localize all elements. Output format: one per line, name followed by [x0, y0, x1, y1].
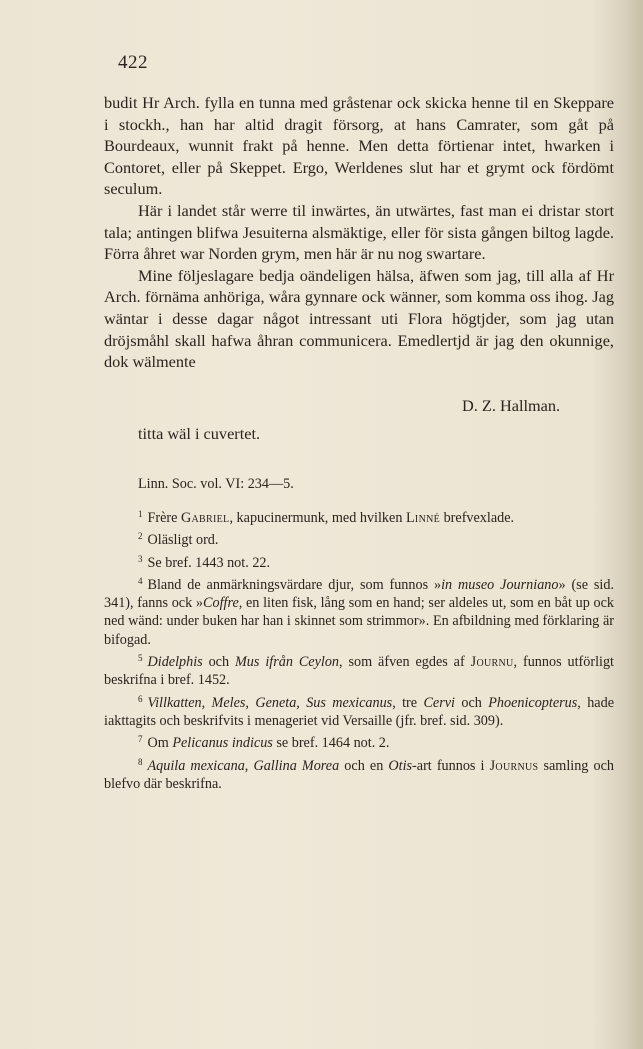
footnotes — [104, 505, 614, 793]
footnote: $^5$ Didelphis och Mus ifrån Ceylon, som äfven egdes af Journu, funnos utförligt beskrifna i bref. 1452. — [104, 653, 615, 689]
footnote-number: 8 — [138, 756, 143, 767]
letter-paragraph: budit Hr Arch. fylla en tunna med gråstenar ock skicka henne til en Skeppare i stockh., han har altid dragit försorg, at hans Camrater, som gåt på Bourdeaux, wunnit frakt på henne. Men detta förtienar intet, hwarken i Contoret, eller på Skeppet. Ergo, Werldenes slut har et grymt ock fördömt seculum. — [104, 93, 614, 199]
footnote: $^2$ Oläsligt ord. — [138, 531, 219, 549]
footnote-number: 1 — [138, 509, 143, 519]
letter-body — [104, 92, 614, 373]
footnote: $^8$ Aquila mexicana, Gallina Morea och en Otis-art funnos i Journus samling och blefvo där beskrifna. — [104, 756, 614, 792]
page-number: 422 — [118, 52, 148, 73]
footnote-number: 5 — [138, 653, 143, 664]
letter-paragraph: Mine följeslagare bedja oändeligen hälsa, äfwen som jag, till alla af Hr Arch. förnäma anhöriga, wåra gynnare ock wänner, som komma oss ihog. Jag wäntar i desse dagar något intressant uti Flora högtjder, som jag utan dröjsmåhl skall hafwa åhran communicera. Emedlertjd är jag den okunnige, dok wälmente — [104, 265, 614, 372]
footnote: $^4$ Bland de anmärkningsvärdare djur, som funnos »in museo Journiano» (se sid. 341), fanns ock »Coffre, en liten fisk, lång som en hand; ser aldeles ut, som en båt up ock ned wänd: under buken har han i skinnet som strimmor». En afbildning med förklaring är bifogad. — [104, 575, 614, 648]
footnote-number: 2 — [138, 531, 143, 542]
footnote: $^1$ Frère Gabriel, kapucinermunk, med hvilken Linné brefvexlade. — [138, 509, 515, 526]
footnote-number: 4 — [138, 575, 143, 586]
letter-paragraph: Här i landet står werre til inwärtes, än utwärtes, fast man ei dristar stort tala; antingen blifwa Jesuiterna alsmäktige, eller för sista gången biltog lagde. Förra åhret war Norden grym, men här är nu nog swartare. — [104, 200, 614, 264]
source-reference: Linn. Soc. vol. VI: 234—5. — [138, 476, 294, 492]
signature: D. Z. Hallman. — [462, 396, 561, 415]
footnote: $^7$ Om Pelicanus indicus se bref. 1464 not. 2. — [138, 734, 390, 752]
footnote-number: 6 — [138, 693, 143, 704]
footnote-number: 7 — [138, 734, 143, 745]
footnote: $^3$ Se bref. 1443 not. 22. — [138, 553, 271, 571]
postscript: titta wäl i cuvertet. — [138, 424, 261, 443]
footnote-number: 3 — [138, 553, 143, 564]
footnote: $^6$ Villkatten, Meles, Geneta, Sus mexicanus, tre Cervi och Phoenicopterus, hade iakttagits och beskrifvits i menageriet vid Versaille (jfr. bref. sid. 309). — [104, 693, 614, 729]
